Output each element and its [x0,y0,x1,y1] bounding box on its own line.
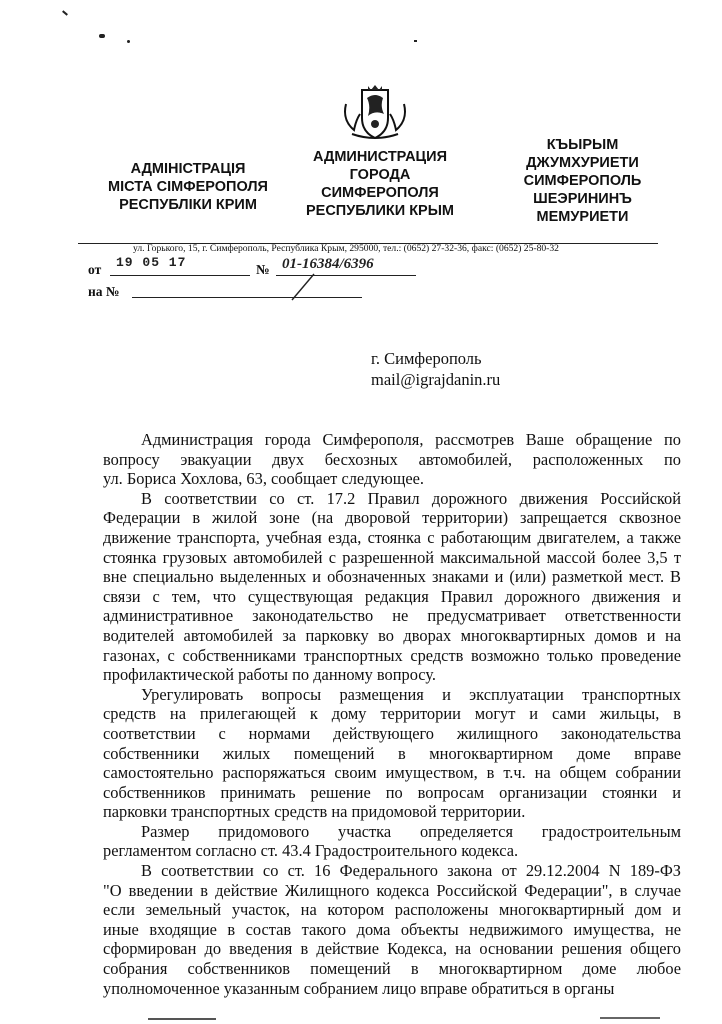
body-paragraph [103,489,681,685]
registration-date: 19 05 17 [116,255,187,270]
body-paragraph [103,822,681,861]
body-line: собственники жилых помещений в многоквартирном доме вправе [103,743,681,763]
body-line: если земельный участок, на котором расположены многоквартирный дом и [103,900,681,920]
scan-speck [127,40,130,43]
registration-number: 01-16384/6396 [282,256,374,272]
body-line: газонах, с собственниками транспортных средств возможно только проведение [103,645,681,665]
header-ukrainian-line: АДМІНІСТРАЦІЯ [130,161,246,177]
body-line: Федерации в жилой зоне (на дворовой территории) запрещается сквозное [103,508,681,528]
body-line: иные входящие в состав такого дома объекты недвижимого имущества, не [103,919,681,939]
from-label: от [88,262,102,277]
body-line: собственников принимать решение по вопросам организации стоянки и [103,782,681,802]
number-label: № [256,262,270,277]
body-line: движение транспорта, учебная езда, стоянка с работающим двигателем, а также [103,527,681,547]
addressee-email: mail@igrajdanin.ru [371,370,501,389]
body-line: В соответствии со ст. 17.2 Правил дорожного движения Российской [141,488,681,508]
body-line: самостоятельно распоряжаться своим имуществом, в т.ч. на общем собрании [103,763,681,783]
header-crimean-tatar-line: МЕМУРИЕТИ [536,209,629,225]
scan-speck [148,1018,216,1020]
body-line: Размер придомового участка определяется градостроительным [141,821,681,841]
header-russian [285,148,475,220]
body-line: Урегулировать вопросы размещения и эксплуатации транспортных [141,684,681,704]
addressee-block [371,348,500,390]
body-line: связи с тем, что существующая редакция Правил дорожного движения и [103,586,681,606]
address-line: ул. Горького, 15, г. Симферополь, Республика Крым, 295000, тел.: (0652) 27-32-36, факс: (0652) 25-80-32 [133,243,559,254]
header-russian-line: ГОРОДА [349,167,411,183]
header-ukrainian-line: РЕСПУБЛІКИ КРИМ [119,197,257,213]
body-line: вопросу эвакуации двух бесхозных автомобилей, расположенных по [103,449,681,469]
body-paragraph [103,430,681,489]
header-russian-line: СИМФЕРОПОЛЯ [321,185,439,201]
header-crimean-tatar-line: КЪЫРЫМ [546,137,619,153]
header-russian-line: РЕСПУБЛИКИ КРЫМ [305,203,454,219]
body-line: профилактической работы по данному вопросу. [103,665,437,685]
header-crimean-tatar-line: ШЕЭРИНИНЪ [533,191,632,207]
body-line: собрания собственников помещений в многоквартирном доме любое [103,959,681,979]
header-russian-line: АДМИНИСТРАЦИЯ [312,149,447,165]
header-crimean-tatar-line: СИМФЕРОПОЛЬ [523,173,642,189]
scan-speck [414,40,417,42]
body-line: Администрация города Симферополя, рассмотрев Ваше обращение по [141,430,681,449]
body-line: парковки транспортных средств на придомовой территории. [103,802,526,822]
date-underline [110,275,250,276]
body-line: стоянка грузовых автомобилей с разрешенной максимальной массой более 3,5 т [103,547,681,567]
body-line: ул. Бориса Хохлова, 63, сообщает следующее. [103,469,425,489]
handwritten-slash [288,272,318,302]
letter-body [103,430,681,998]
body-paragraph [103,685,681,822]
body-line: сформирован до введения в действие Кодекса, на основании решения общего [103,939,681,959]
body-line: вне специально выделенных и обозначенных знаками и (или) разметкой мест. В [103,567,681,587]
body-line: соответствии с нормами действующего жилищного законодательства [103,723,681,743]
body-line: средств на прилегающей к дому территории могут и сами жильцы, в [103,704,681,724]
body-line: регламентом согласно ст. 43.4 Градостроительного кодекса. [103,841,519,861]
header-ukrainian [78,160,298,214]
body-line: "О введении в действие Жилищного кодекса Российской Федерации", в случае [103,880,681,900]
body-line: уполномоченное указанным собранием лицо вправе обратиться в органы [103,978,615,998]
addressee-city: г. Симферополь [371,349,482,368]
scan-speck [600,1017,660,1019]
header-crimean-tatar-line: ДЖУМХУРИЕТИ [526,155,639,171]
crimea-coat-of-arms-icon [340,84,410,142]
scan-speck [62,10,68,15]
header-crimean-tatar [495,136,670,226]
scan-speck [99,34,105,38]
body-line: водителей автомобилей за парковку во дворах многоквартирных домов и на [103,625,681,645]
header-ukrainian-line: МІСТА СІМФЕРОПОЛЯ [108,179,268,195]
body-paragraph [103,861,681,998]
on-number-underline [132,297,362,298]
on-number-label: на № [88,284,120,299]
body-line: административное законодательство не предусматривает ответственности [103,606,681,626]
body-line: В соответствии со ст. 16 Федерального закона от 29.12.2004 N 189-ФЗ [141,861,681,881]
